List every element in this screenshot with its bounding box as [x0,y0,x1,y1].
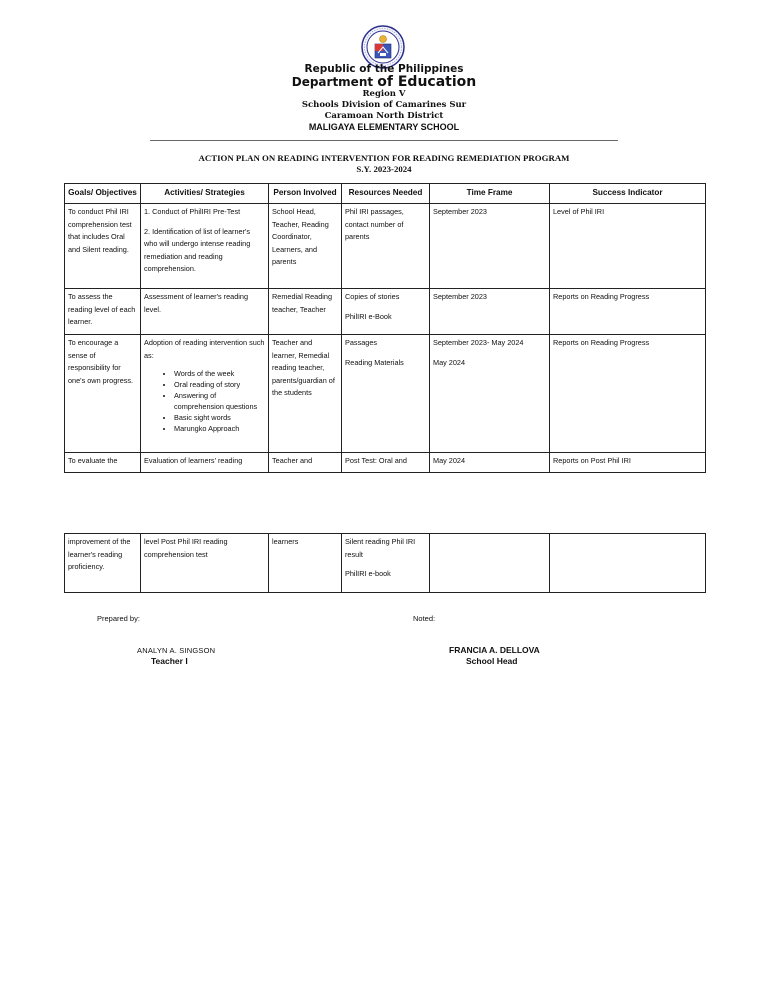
region-line: Region V [362,89,406,99]
indicator-cell: Reports on Reading Progress [550,335,706,453]
department-heading [0,74,768,90]
activity-cell [141,204,269,289]
department-prefix: Department [291,75,378,89]
republic-heading: Republic of the Philippines [304,63,464,75]
resource-item: Copies of stories [345,292,400,301]
table-row [65,453,706,473]
resources-cell: Phil IRI passages, contact number of parents [342,204,430,289]
action-plan-table-continued [64,533,706,593]
header-divider [150,140,618,141]
school-year: S.Y. 2023-2024 [356,164,412,174]
goal-cell: To conduct Phil IRI comprehension test that includes Oral and Silent reading. [65,204,141,289]
resource-item: PhilIRI e-Book [345,311,392,321]
time-frame-cell: September 2023 [430,204,550,289]
action-plan-table [64,183,706,473]
list-item: • Answering of comprehension questions [174,390,265,412]
table-row [65,204,706,289]
noter-name: FRANCIA A. DELLOVA [449,645,540,655]
preparer-position: Teacher I [151,656,188,666]
time-frame-cell [430,335,550,453]
persons-cell: learners [269,534,342,593]
activity-item: 2. Identification of list of learner's who will undergo intense reading remediation and reading comprehension. [144,226,251,273]
time-item: September 2023- May 2024 [433,338,524,347]
time-item: May 2024 [433,357,466,367]
resource-item: Passages [345,338,378,347]
indicator-cell: Reports on Post Phil IRI [550,453,706,473]
division-line: Schools Division of Camarines Sur [301,100,467,110]
persons-cell: Remedial Reading teacher, Teacher [269,289,342,335]
column-header: Success Indicator [550,184,706,204]
indicator-cell: Level of Phil IRI [550,204,706,289]
goal-cell: To evaluate the [65,453,141,473]
activity-cell: Evaluation of learners' reading [141,453,269,473]
list-item: • Words of the week [174,368,265,379]
resources-cell [342,534,430,593]
table-row [65,335,706,453]
department-suffix: of Education [377,74,477,90]
column-header: Resources Needed [342,184,430,204]
list-item: • Marungko Approach [174,423,265,434]
indicator-cell [550,534,706,593]
time-frame-cell: May 2024 [430,453,550,473]
column-header: Time Frame [430,184,550,204]
goal-cell: To assess the reading level of each learner. [65,289,141,335]
column-header: Person Involved [269,184,342,204]
preparer-name: ANALYN A. SINGSON [137,646,216,655]
list-item: • Oral reading of story [174,379,265,390]
goal-cell: To encourage a sense of responsibility for one's own progress. [65,335,141,453]
activity-cell: Assessment of learner's reading level. [141,289,269,335]
indicator-cell: Reports on Reading Progress [550,289,706,335]
list-item: • Basic sight words [174,412,265,423]
column-header: Goals/ Objectives [65,184,141,204]
table-row [65,289,706,335]
noter-position: School Head [466,656,518,666]
school-name: MALIGAYA ELEMENTARY SCHOOL [308,122,460,132]
document-title: ACTION PLAN ON READING INTERVENTION FOR READING REMEDIATION PROGRAM [198,153,570,163]
intervention-list [144,368,265,434]
goal-cell: improvement of the learner's reading proficiency. [65,534,141,593]
district-line: Caramoan North District [324,111,444,121]
column-header: Activities/ Strategies [141,184,269,204]
activity-item: 1. Conduct of PhilIRI Pre-Test [144,207,241,216]
resources-cell [342,335,430,453]
persons-cell: School Head, Teacher, Reading Coordinator, Learners, and parents [269,204,342,289]
table-header-row [65,184,706,204]
time-frame-cell [430,534,550,593]
time-frame-cell: September 2023 [430,289,550,335]
persons-cell: Teacher and learner, Remedial reading teacher, parents/guardian of the students [269,335,342,453]
persons-cell: Teacher and [269,453,342,473]
resource-item: Silent reading Phil IRI result [345,537,416,559]
resources-cell: Post Test: Oral and [342,453,430,473]
resource-item: PhilIRI e-book [345,569,391,578]
prepared-by-label: Prepared by: [97,614,140,623]
resources-cell [342,289,430,335]
resource-item: Reading Materials [345,357,404,367]
table-row [65,534,706,593]
noted-label: Noted: [413,614,436,623]
activity-intro: Adoption of reading intervention such as: [144,338,265,360]
activity-cell [141,335,269,453]
activity-cell: level Post Phil IRI reading comprehension test [141,534,269,593]
